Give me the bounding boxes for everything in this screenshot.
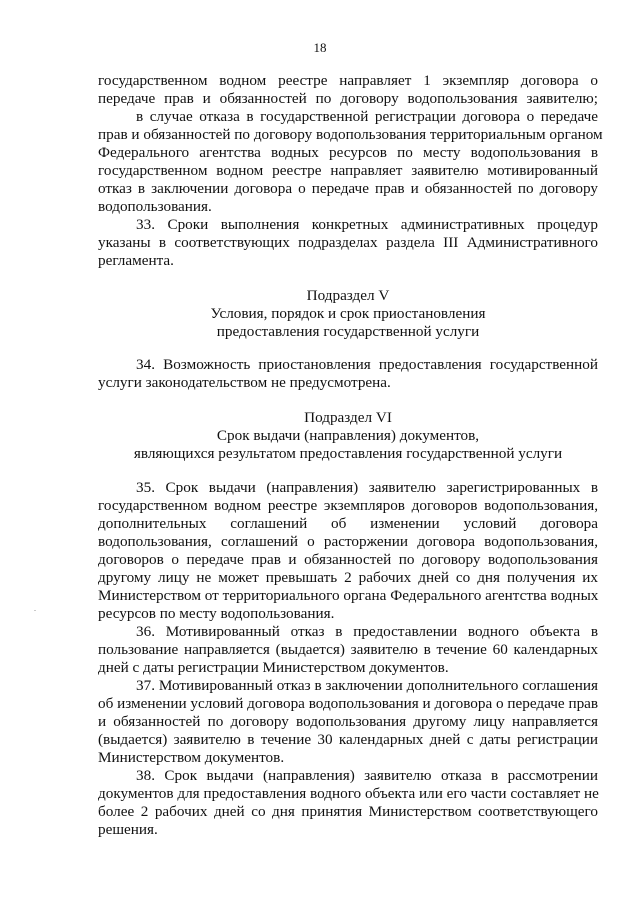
text-line: дополнительных соглашений об изменении условий договора — [98, 515, 598, 532]
text-line: Министерством от территориального органа Федерального агентства водных — [98, 587, 599, 604]
text-line: 33. Сроки выполнения конкретных административных процедур — [136, 216, 598, 233]
text-line: водопользования. — [98, 198, 212, 215]
subsection-heading: являющихся результатом предоставления государственной услуги — [133, 445, 563, 462]
subsection-title: Подраздел V — [306, 287, 390, 304]
text-line: об изменении условий договора водопользования и договора о передаче прав — [98, 695, 599, 712]
text-line: решения. — [98, 821, 158, 838]
text-line: (выдается) заявителю в течение 30 календарных дней с даты регистрации — [98, 731, 598, 748]
text-line: 34. Возможность приостановления предоставления государственной — [136, 356, 598, 373]
subsection-heading: Срок выдачи (направления) документов, — [216, 427, 480, 444]
text-line: пользование направляется (выдается) заявителю в течение 60 календарных — [98, 641, 598, 658]
text-line: ресурсов по месту водопользования. — [98, 605, 335, 622]
text-line: отказ в заключении договора о передаче прав и обязанностей по договору — [98, 180, 598, 197]
text-line: 37. Мотивированный отказ в заключении дополнительного соглашения — [136, 677, 598, 694]
text-line: 38. Срок выдачи (направления) заявителю отказа в рассмотрении — [136, 767, 598, 784]
text-line: государственном водном реестре направляет заявителю мотивированный — [98, 162, 598, 179]
subsection-heading: Условия, порядок и срок приостановления — [210, 305, 486, 322]
page-number: 18 — [313, 40, 327, 55]
text-line: указаны в соответствующих подразделах раздела III Административного — [98, 234, 598, 251]
text-line: и обязанностей по договору водопользования другому лицу направляется — [98, 713, 598, 730]
text-line: Министерством документов. — [98, 749, 285, 766]
text-line: государственном водном реестре экземпляров договоров водопользования, — [98, 497, 598, 514]
text-line: 36. Мотивированный отказ в предоставлении водного объекта в — [136, 623, 598, 640]
text-line: Федерального агентства водных ресурсов по месту водопользования в — [98, 144, 598, 161]
text-line: дней с даты регистрации Министерством документов. — [98, 659, 449, 676]
text-line: регламента. — [98, 252, 174, 269]
text-line: прав и обязанностей по договору водопользования территориальным органом — [98, 126, 603, 143]
text-line: 35. Срок выдачи (направления) заявителю зарегистрированных в — [136, 479, 598, 496]
text-line: более 2 рабочих дней со дня принятия Министерством соответствующего — [98, 803, 598, 820]
subsection-title: Подраздел VI — [304, 409, 392, 426]
text-line: государственном водном реестре направляет 1 экземпляр договора о — [98, 72, 598, 89]
text-line: в случае отказа в государственной регистрации договора о передаче — [136, 108, 598, 125]
subsection-heading: предоставления государственной услуги — [216, 323, 480, 340]
text-line: документов для предоставления водного объекта или его части составляет не — [98, 785, 599, 802]
text-line: водопользования, соглашений о расторжении договора водопользования, — [98, 533, 598, 550]
text-line: договоров о передаче прав и обязанностей по договору водопользования — [98, 551, 598, 568]
text-line: услуги законодательством не предусмотрена. — [98, 374, 391, 391]
text-line: передаче прав и обязанностей по договору водопользования заявителю; — [98, 90, 598, 107]
margin-mark: . — [34, 604, 36, 613]
text-line: другому лицу не может превышать 2 рабочих дней со дня получения их — [98, 569, 598, 586]
